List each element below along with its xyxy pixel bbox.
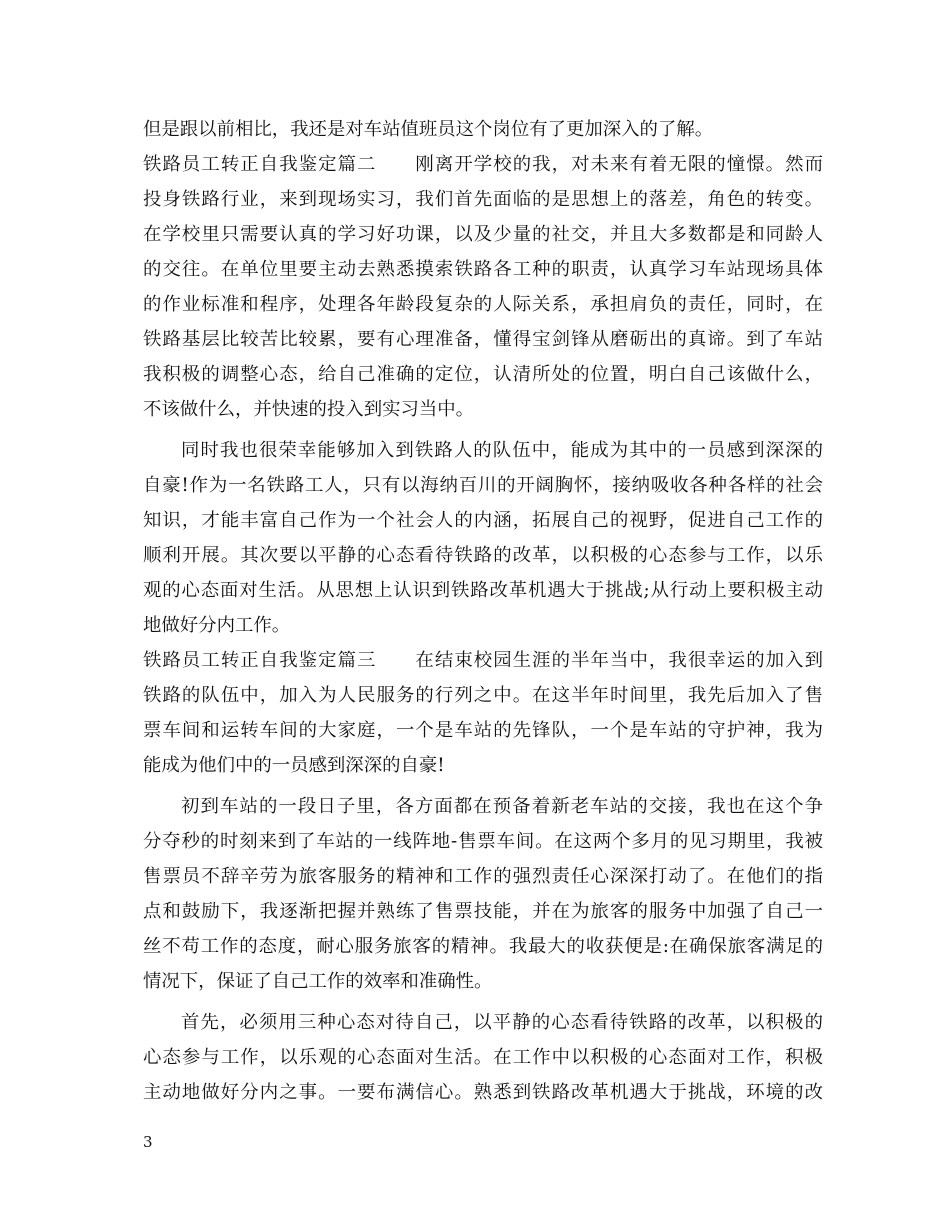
text-line: 分夺秒的时刻来到了车站的一线阵地-售票车间。在这两个多月的见习期里，我被 [143,831,823,852]
text-line: 铁路的队伍中，加入为人民服务的行列之中。在这半年时间里，我先后加入了售 [143,685,823,706]
section-heading-line: 铁路员工转正自我鉴定篇三 在结束校园生涯的半年当中，我很幸运的加入到 [143,650,823,671]
text-line: 主动地做好分内之事。一要布满信心。熟悉到铁路改革机遇大于挑战，环境的改 [143,1082,823,1103]
text-line: 观的心态面对生活。从思想上认识到铁路改革机遇大于挑战;从行动上要积极主动 [143,580,823,601]
text-line: 首先，必须用三种心态对待自己，以平静的心态看待铁路的改革，以积极的 [181,1012,823,1033]
text-line: 心态参与工作，以乐观的心态面对生活。在工作中以积极的心态面对工作，积极 [143,1047,823,1068]
text-line: 自豪!作为一名铁路工人，只有以海纳百川的开阔胸怀，接纳吸收各种各样的社会 [143,475,823,496]
text-line: 票车间和运转车间的大家庭，一个是车站的先锋队，一个是车站的守护神，我为 [143,720,823,741]
text-line: 能成为他们中的一员感到深深的自豪! [143,755,445,776]
text-line: 售票员不辞辛劳为旅客服务的精神和工作的强烈责任心深深打动了。在他们的指 [143,866,823,887]
section-heading-line: 铁路员工转正自我鉴定篇二 刚离开学校的我，对未来有着无限的憧憬。然而 [143,154,823,175]
page-number: 3 [143,1133,153,1151]
text-line: 地做好分内工作。 [143,615,291,636]
text-line: 但是跟以前相比，我还是对车站值班员这个岗位有了更加深入的了解。 [143,119,714,140]
text-line: 的交往。在单位里要主动去熟悉摸索铁路各工种的职责，认真学习车站现场具体 [143,259,823,280]
text-line: 的作业标准和程序，处理各年龄段复杂的人际关系，承担肩负的责任，同时，在 [143,294,823,315]
text-line: 初到车站的一段日子里，各方面都在预备着新老车站的交接，我也在这个争 [181,796,823,817]
text-line: 我积极的调整心态，给自己准确的定位，认清所处的位置，明白自己该做什么， [143,364,823,385]
text-line: 不该做什么，并快速的投入到实习当中。 [143,399,475,420]
text-line: 在学校里只需要认真的学习好功课，以及少量的社交，并且大多数都是和同龄人 [143,224,823,245]
text-line: 同时我也很荣幸能够加入到铁路人的队伍中，能成为其中的一员感到深深的 [181,440,823,461]
text-line: 点和鼓励下，我逐渐把握并熟练了售票技能，并在为旅客的服务中加强了自己一 [143,901,823,922]
text-line: 丝不苟工作的态度，耐心服务旅客的精神。我最大的收获便是:在确保旅客满足的 [143,936,823,957]
text-line: 知识，才能丰富自己作为一个社会人的内涵，拓展自己的视野，促进自己工作的 [143,510,823,531]
text-line: 顺利开展。其次要以平静的心态看待铁路的改革，以积极的心态参与工作，以乐 [143,545,823,566]
text-line: 情况下，保证了自己工作的效率和准确性。 [143,971,493,992]
text-line: 投身铁路行业，来到现场实习，我们首先面临的是思想上的落差，角色的转变。 [143,189,823,210]
text-line: 铁路基层比较苦比较累，要有心理准备，懂得宝剑锋从磨砺出的真谛。到了车站 [143,329,823,350]
